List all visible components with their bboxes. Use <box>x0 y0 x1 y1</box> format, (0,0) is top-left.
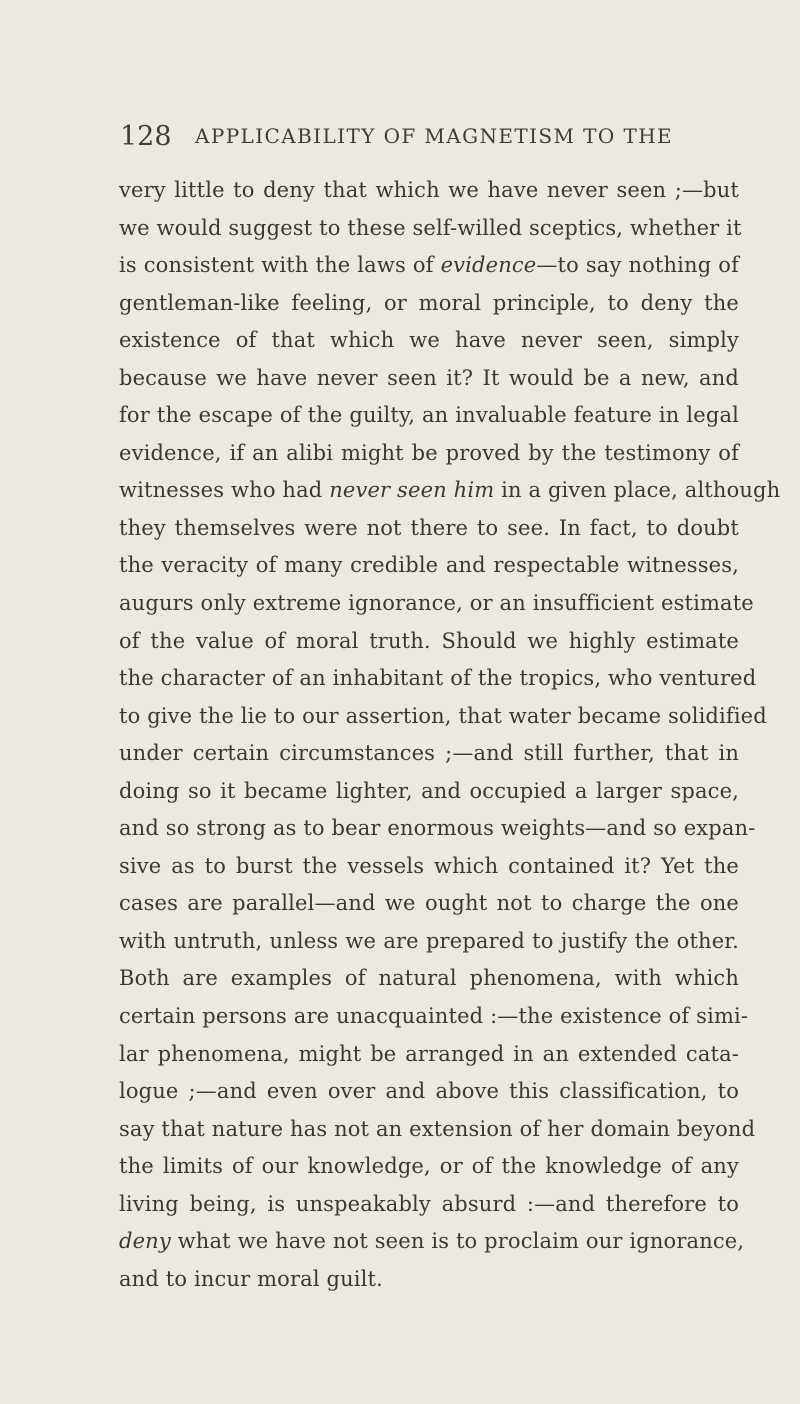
text-line: for the escape of the guilty, an invaluable feature in legal <box>119 403 739 428</box>
running-title: APPLICABILITY OF MAGNETISM TO THE <box>195 124 674 148</box>
text-line: logue ;—and even over and above this classification, to <box>119 1079 739 1104</box>
text-line: we would suggest to these self-willed sceptics, whether it <box>119 215 742 240</box>
text-line: and to incur moral guilt. <box>119 1266 383 1291</box>
running-head <box>120 116 740 156</box>
text-line: certain persons are unacquainted :—the existence of simi- <box>119 1004 749 1029</box>
text-line: the character of an inhabitant of the tropics, who ventured <box>119 666 757 691</box>
text-line: they themselves were not there to see. In fact, to doubt <box>119 515 739 540</box>
body-text <box>119 172 781 1298</box>
text-line: because we have never seen it? It would be a new, and <box>119 365 739 390</box>
italic-word: him <box>453 478 495 503</box>
text-line: of the value of moral truth. Should we highly estimate <box>119 628 739 653</box>
text-line: very little to deny that which we have never seen ;—but <box>119 178 739 202</box>
text-line: augurs only extreme ignorance, or an insufficient estimate <box>119 591 754 616</box>
text-line: to give the lie to our assertion, that water became solidified <box>119 703 767 728</box>
text-line: the limits of our knowledge, or of the knowledge of any <box>119 1154 739 1179</box>
text-line: evidence, if an alibi might be proved by the testimony of <box>119 440 739 465</box>
text-line: living being, is unspeakably absurd :—and therefore to <box>119 1191 739 1216</box>
text-line: deny what we have not seen is to proclaim our ignorance, <box>119 1229 745 1254</box>
text-line: Both are examples of natural phenomena, with which <box>119 966 739 991</box>
text-line: doing so it became lighter, and occupied a larger space, <box>119 778 739 803</box>
text-line: lar phenomena, might be arranged in an extended cata- <box>119 1041 739 1066</box>
text-line: witnesses who had never seen him in a given place, although <box>119 478 781 503</box>
italic-word: deny <box>119 1229 171 1254</box>
page-number: 128 <box>120 120 172 152</box>
text-line: with untruth, unless we are prepared to justify the other. <box>119 928 739 953</box>
text-line: existence of that which we have never seen, simply <box>119 328 739 353</box>
text-line: the veracity of many credible and respectable witnesses, <box>119 553 739 578</box>
italic-word: evidence <box>440 253 537 278</box>
italic-phrase: never seen <box>329 478 447 503</box>
text-line: and so strong as to bear enormous weights—and so expan- <box>119 816 756 841</box>
text-line: cases are parallel—and we ought not to charge the one <box>119 891 739 916</box>
text-line: is consistent with the laws of evidence—to say nothing of <box>119 253 739 278</box>
text-line: under certain circumstances ;—and still further, that in <box>119 741 739 766</box>
text-line: say that nature has not an extension of her domain beyond <box>119 1116 756 1141</box>
text-line: gentleman-like feeling, or moral principle, to deny the <box>119 290 739 315</box>
text-line: sive as to burst the vessels which contained it? Yet the <box>119 853 739 878</box>
